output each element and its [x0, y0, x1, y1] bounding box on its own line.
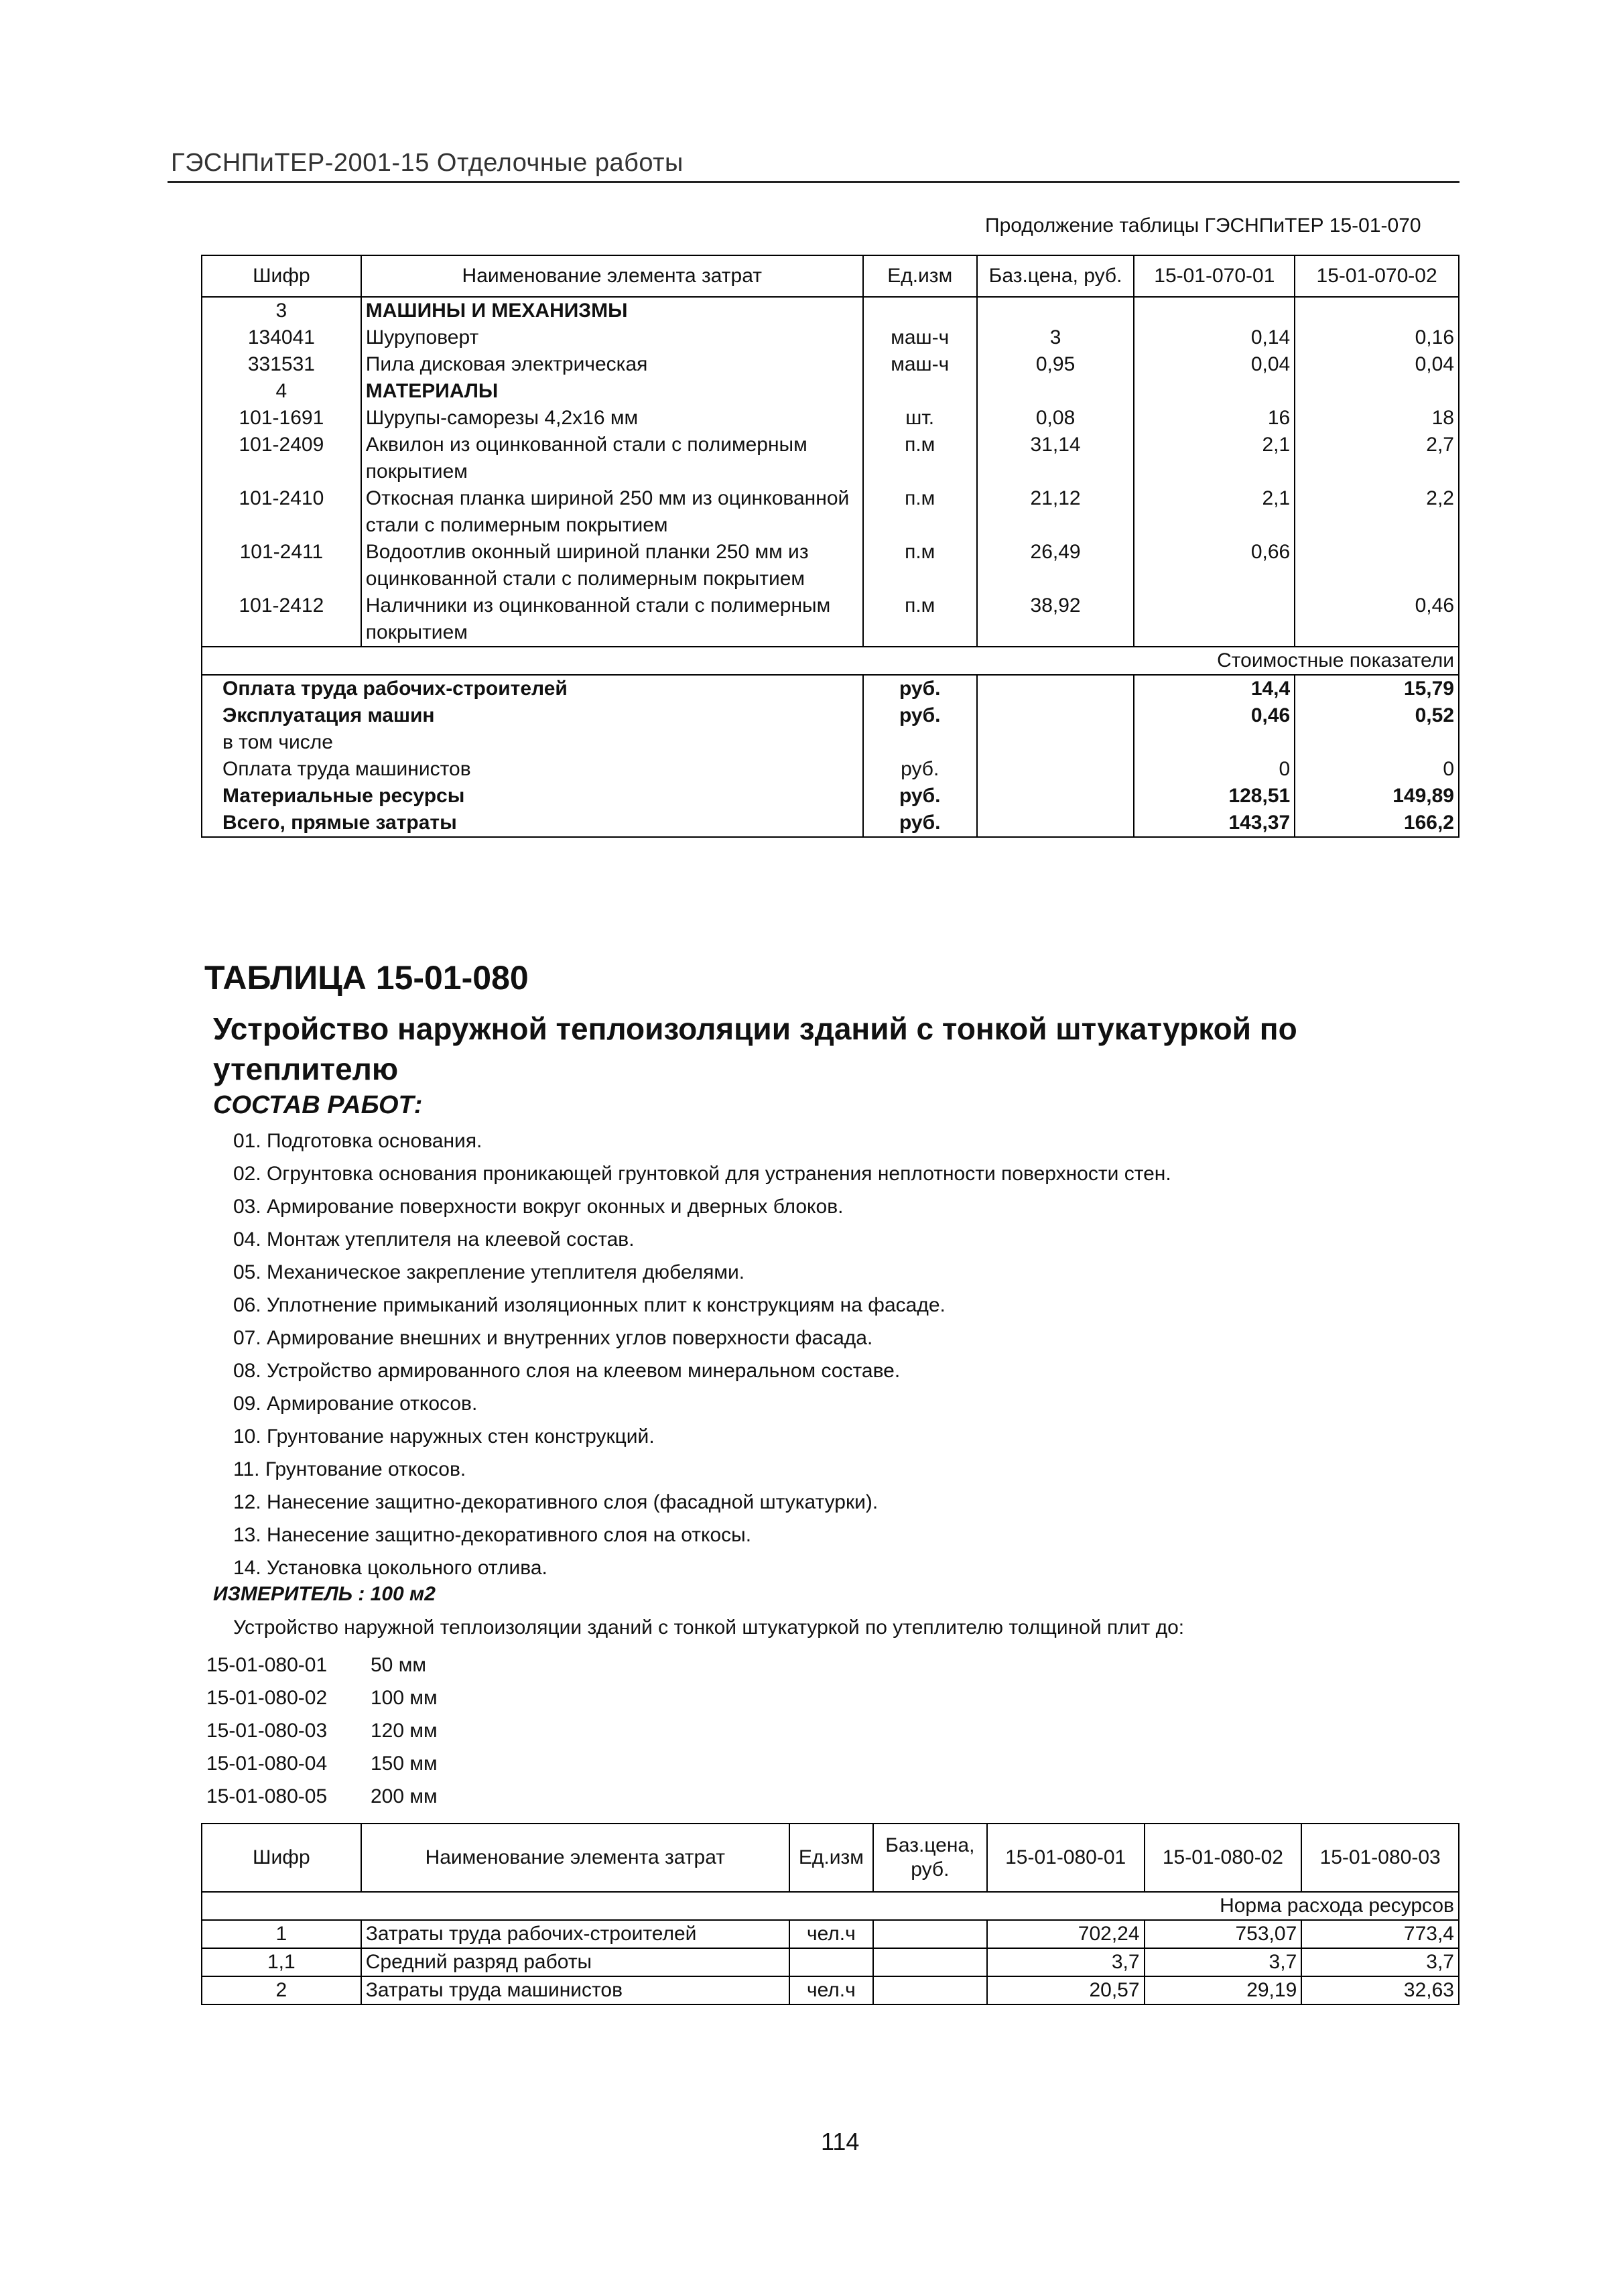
- operation-item: 03. Армирование поверхности вокруг оконных и дверных блоков.: [233, 1196, 844, 1218]
- cost-070-01: 128,51: [1134, 783, 1295, 810]
- cost-row: [202, 702, 1459, 729]
- cell-code: 101-2411: [202, 539, 361, 592]
- col-header-070-01: 15-01-070-01: [1134, 255, 1295, 297]
- col-header-name: Наименование элемента затрат: [361, 255, 863, 297]
- table-row: [202, 1976, 1459, 2004]
- cell-080-01: 20,57: [987, 1976, 1145, 2004]
- cell-name: МАТЕРИАЛЫ: [361, 378, 863, 405]
- cell-name: Средний разряд работы: [361, 1948, 789, 1976]
- cell-code: 4: [202, 378, 361, 405]
- cell-price: 0,08: [977, 405, 1134, 432]
- cell-070-02: [1295, 297, 1459, 324]
- cost-price: [977, 783, 1134, 810]
- cell-price: 21,12: [977, 485, 1134, 539]
- cost-row: [202, 756, 1459, 783]
- code-id: 15-01-080-04: [206, 1752, 328, 1775]
- table-15-01-080: [201, 1823, 1459, 2005]
- col-header-code: Шифр: [202, 255, 361, 297]
- cell-070-01: [1134, 592, 1295, 647]
- col-header-unit: Ед.изм: [789, 1824, 873, 1892]
- cell-name: Аквилон из оцинкованной стали с полимерным покрытием: [361, 432, 863, 485]
- cost-070-02: 15,79: [1295, 675, 1459, 702]
- col-header-070-02: 15-01-070-02: [1295, 255, 1459, 297]
- cell-080-02: 3,7: [1145, 1948, 1302, 1976]
- cost-070-01: 14,4: [1134, 675, 1295, 702]
- cost-label: Материальные ресурсы: [202, 783, 863, 810]
- operation-item: 02. Огрунтовка основания проникающей грунтовкой для устранения неплотности поверхности стен.: [233, 1163, 1171, 1185]
- table-row: [202, 351, 1459, 378]
- cell-unit: [863, 297, 977, 324]
- cell-070-02: 0,16: [1295, 324, 1459, 351]
- table-row: [202, 592, 1459, 647]
- meter-label: ИЗМЕРИТЕЛЬ : 100 м2: [213, 1583, 436, 1605]
- cell-080-01: 702,24: [987, 1920, 1145, 1948]
- cell-070-02: 18: [1295, 405, 1459, 432]
- cell-unit: п.м: [863, 432, 977, 485]
- norm-header-row: [202, 1892, 1459, 1920]
- cell-070-01: 16: [1134, 405, 1295, 432]
- table-15-01-070: [201, 255, 1459, 838]
- cost-label: в том числе: [202, 729, 863, 756]
- norm-header: Норма расхода ресурсов: [202, 1892, 1459, 1920]
- cell-070-02: [1295, 378, 1459, 405]
- col-header-price: Баз.цена, руб.: [873, 1824, 987, 1892]
- codes-list: [206, 1649, 438, 1813]
- cell-070-01: 0,04: [1134, 351, 1295, 378]
- cell-unit: чел.ч: [789, 1976, 873, 2004]
- cell-name: Затраты труда машинистов: [361, 1976, 789, 2004]
- code-id: 15-01-080-05: [206, 1785, 328, 1807]
- operation-item: 13. Нанесение защитно-декоративного слоя на откосы.: [233, 1524, 752, 1546]
- cost-070-02: 0,52: [1295, 702, 1459, 729]
- header-rule: [168, 181, 1459, 183]
- cost-row: [202, 729, 1459, 756]
- cell-name: Шурупы-саморезы 4,2х16 мм: [361, 405, 863, 432]
- cell-name: Пила дисковая электрическая: [361, 351, 863, 378]
- codes-intro: Устройство наружной теплоизоляции зданий с тонкой штукатуркой по утеплителю толщиной плит до:: [233, 1616, 1185, 1639]
- table-row: [202, 297, 1459, 324]
- cell-080-03: 3,7: [1301, 1948, 1459, 1976]
- code-value: 100 мм: [371, 1687, 438, 1709]
- cell-unit: маш-ч: [863, 324, 977, 351]
- cost-price: [977, 810, 1134, 837]
- operation-item: 09. Армирование откосов.: [233, 1393, 478, 1415]
- cell-070-02: 0,46: [1295, 592, 1459, 647]
- cost-unit: руб.: [863, 810, 977, 837]
- table-row: [202, 405, 1459, 432]
- cost-unit: руб.: [863, 675, 977, 702]
- cell-070-02: 2,7: [1295, 432, 1459, 485]
- cost-070-02: 149,89: [1295, 783, 1459, 810]
- cost-070-01: 0: [1134, 756, 1295, 783]
- cost-070-01: 143,37: [1134, 810, 1295, 837]
- cost-unit: руб.: [863, 702, 977, 729]
- cell-name: Водоотлив оконный шириной планки 250 мм из оцинкованной стали с полимерным покрытием: [361, 539, 863, 592]
- cell-070-02: [1295, 539, 1459, 592]
- cell-code: 101-1691: [202, 405, 361, 432]
- cell-code: 101-2412: [202, 592, 361, 647]
- operation-item: 05. Механическое закрепление утеплителя дюбелями.: [233, 1261, 745, 1283]
- page-number: 114: [821, 2128, 860, 2155]
- col-header-080-02: 15-01-080-02: [1145, 1824, 1302, 1892]
- cell-code: 101-2410: [202, 485, 361, 539]
- cell-code: 331531: [202, 351, 361, 378]
- cell-price: [977, 297, 1134, 324]
- cell-070-02: 0,04: [1295, 351, 1459, 378]
- cost-unit: руб.: [863, 783, 977, 810]
- cost-header: Стоимостные показатели: [202, 647, 1459, 675]
- cell-price: 38,92: [977, 592, 1134, 647]
- table-row: [202, 485, 1459, 539]
- cost-row: [202, 810, 1459, 837]
- code-row: [206, 1681, 438, 1714]
- cell-070-01: 0,66: [1134, 539, 1295, 592]
- cell-code: 1: [202, 1920, 361, 1948]
- cell-name: МАШИНЫ И МЕХАНИЗМЫ: [361, 297, 863, 324]
- cost-row: [202, 675, 1459, 702]
- cell-unit: чел.ч: [789, 1920, 873, 1948]
- table-row: [202, 539, 1459, 592]
- table-row: [202, 378, 1459, 405]
- table-row: [202, 324, 1459, 351]
- cell-unit: п.м: [863, 485, 977, 539]
- cell-080-03: 773,4: [1301, 1920, 1459, 1948]
- code-id: 15-01-080-02: [206, 1687, 328, 1709]
- cell-price: [977, 378, 1134, 405]
- cell-070-01: [1134, 378, 1295, 405]
- cell-080-01: 3,7: [987, 1948, 1145, 1976]
- cost-label: Эксплуатация машин: [202, 702, 863, 729]
- code-value: 50 мм: [371, 1654, 426, 1676]
- cell-070-01: 2,1: [1134, 432, 1295, 485]
- cost-price: [977, 702, 1134, 729]
- cell-unit: шт.: [863, 405, 977, 432]
- section-subtitle: Устройство наружной теплоизоляции зданий с тонкой штукатуркой по утеплителю: [213, 1011, 1297, 1086]
- cell-070-01: 2,1: [1134, 485, 1295, 539]
- cell-price: [873, 1976, 987, 2004]
- code-row: [206, 1714, 438, 1747]
- cell-code: 3: [202, 297, 361, 324]
- cell-unit: [863, 378, 977, 405]
- cell-080-02: 753,07: [1145, 1920, 1302, 1948]
- cell-070-01: 0,14: [1134, 324, 1295, 351]
- operation-item: 14. Установка цокольного отлива.: [233, 1557, 547, 1579]
- operation-item: 04. Монтаж утеплителя на клеевой состав.: [233, 1228, 635, 1251]
- cost-price: [977, 756, 1134, 783]
- cost-070-02: 166,2: [1295, 810, 1459, 837]
- cell-price: 0,95: [977, 351, 1134, 378]
- cell-070-02: 2,2: [1295, 485, 1459, 539]
- code-id: 15-01-080-01: [206, 1654, 328, 1676]
- table2-header-row: [202, 1824, 1459, 1892]
- sostav-label: СОСТАВ РАБОТ:: [213, 1091, 423, 1119]
- cell-code: 2: [202, 1976, 361, 2004]
- code-value: 150 мм: [371, 1752, 438, 1775]
- table-row: [202, 1948, 1459, 1976]
- cell-price: [873, 1948, 987, 1976]
- code-row: [206, 1649, 438, 1681]
- operation-item: 11. Грунтование откосов.: [233, 1458, 466, 1480]
- col-header-price: Баз.цена, руб.: [977, 255, 1134, 297]
- section-title: ТАБЛИЦА 15-01-080: [204, 959, 529, 997]
- cost-070-02: 0: [1295, 756, 1459, 783]
- col-header-name: Наименование элемента затрат: [361, 1824, 789, 1892]
- operation-item: 01. Подготовка основания.: [233, 1130, 482, 1152]
- cost-price: [977, 729, 1134, 756]
- operation-item: 12. Нанесение защитно-декоративного слоя (фасадной штукатурки).: [233, 1491, 879, 1513]
- operation-item: 07. Армирование внешних и внутренних углов поверхности фасада.: [233, 1327, 873, 1349]
- cell-name: Наличники из оцинкованной стали с полимерным покрытием: [361, 592, 863, 647]
- cell-unit: п.м: [863, 592, 977, 647]
- cell-name: Шуруповерт: [361, 324, 863, 351]
- cost-070-01: 0,46: [1134, 702, 1295, 729]
- cell-080-03: 32,63: [1301, 1976, 1459, 2004]
- operation-item: 06. Уплотнение примыканий изоляционных плит к конструкциям на фасаде.: [233, 1294, 946, 1316]
- cost-070-02: [1295, 729, 1459, 756]
- cost-label: Оплата труда машинистов: [202, 756, 863, 783]
- cost-unit: [863, 729, 977, 756]
- cell-code: 134041: [202, 324, 361, 351]
- table1-header-row: [202, 255, 1459, 297]
- code-value: 200 мм: [371, 1785, 438, 1807]
- col-header-080-01: 15-01-080-01: [987, 1824, 1145, 1892]
- operation-item: 08. Устройство армированного слоя на клеевом минеральном составе.: [233, 1360, 901, 1382]
- cost-header-row: [202, 647, 1459, 675]
- cost-label: Оплата труда рабочих-строителей: [202, 675, 863, 702]
- operation-item: 10. Грунтование наружных стен конструкций.: [233, 1425, 655, 1448]
- code-id: 15-01-080-03: [206, 1720, 328, 1742]
- cell-price: 31,14: [977, 432, 1134, 485]
- operations-list: [233, 1125, 1171, 1584]
- page-header-title: ГЭСНПиТЕР-2001-15 Отделочные работы: [171, 149, 684, 177]
- cell-code: 1,1: [202, 1948, 361, 1976]
- cell-price: 26,49: [977, 539, 1134, 592]
- cost-070-01: [1134, 729, 1295, 756]
- code-value: 120 мм: [371, 1720, 438, 1742]
- cell-080-02: 29,19: [1145, 1976, 1302, 2004]
- cost-row: [202, 783, 1459, 810]
- table1-continuation-label: Продолжение таблицы ГЭСНПиТЕР 15-01-070: [985, 214, 1421, 237]
- cell-name: Затраты труда рабочих-строителей: [361, 1920, 789, 1948]
- cell-price: 3: [977, 324, 1134, 351]
- cell-price: [873, 1920, 987, 1948]
- cost-price: [977, 675, 1134, 702]
- code-row: [206, 1747, 438, 1780]
- col-header-080-03: 15-01-080-03: [1301, 1824, 1459, 1892]
- cell-name: Откосная планка шириной 250 мм из оцинкованной стали с полимерным покрытием: [361, 485, 863, 539]
- table-row: [202, 1920, 1459, 1948]
- cell-unit: маш-ч: [863, 351, 977, 378]
- col-header-unit: Ед.изм: [863, 255, 977, 297]
- cell-unit: п.м: [863, 539, 977, 592]
- table-row: [202, 432, 1459, 485]
- cost-unit: руб.: [863, 756, 977, 783]
- cost-label: Всего, прямые затраты: [202, 810, 863, 837]
- code-row: [206, 1780, 438, 1813]
- cell-unit: [789, 1948, 873, 1976]
- cell-code: 101-2409: [202, 432, 361, 485]
- col-header-code: Шифр: [202, 1824, 361, 1892]
- cell-070-01: [1134, 297, 1295, 324]
